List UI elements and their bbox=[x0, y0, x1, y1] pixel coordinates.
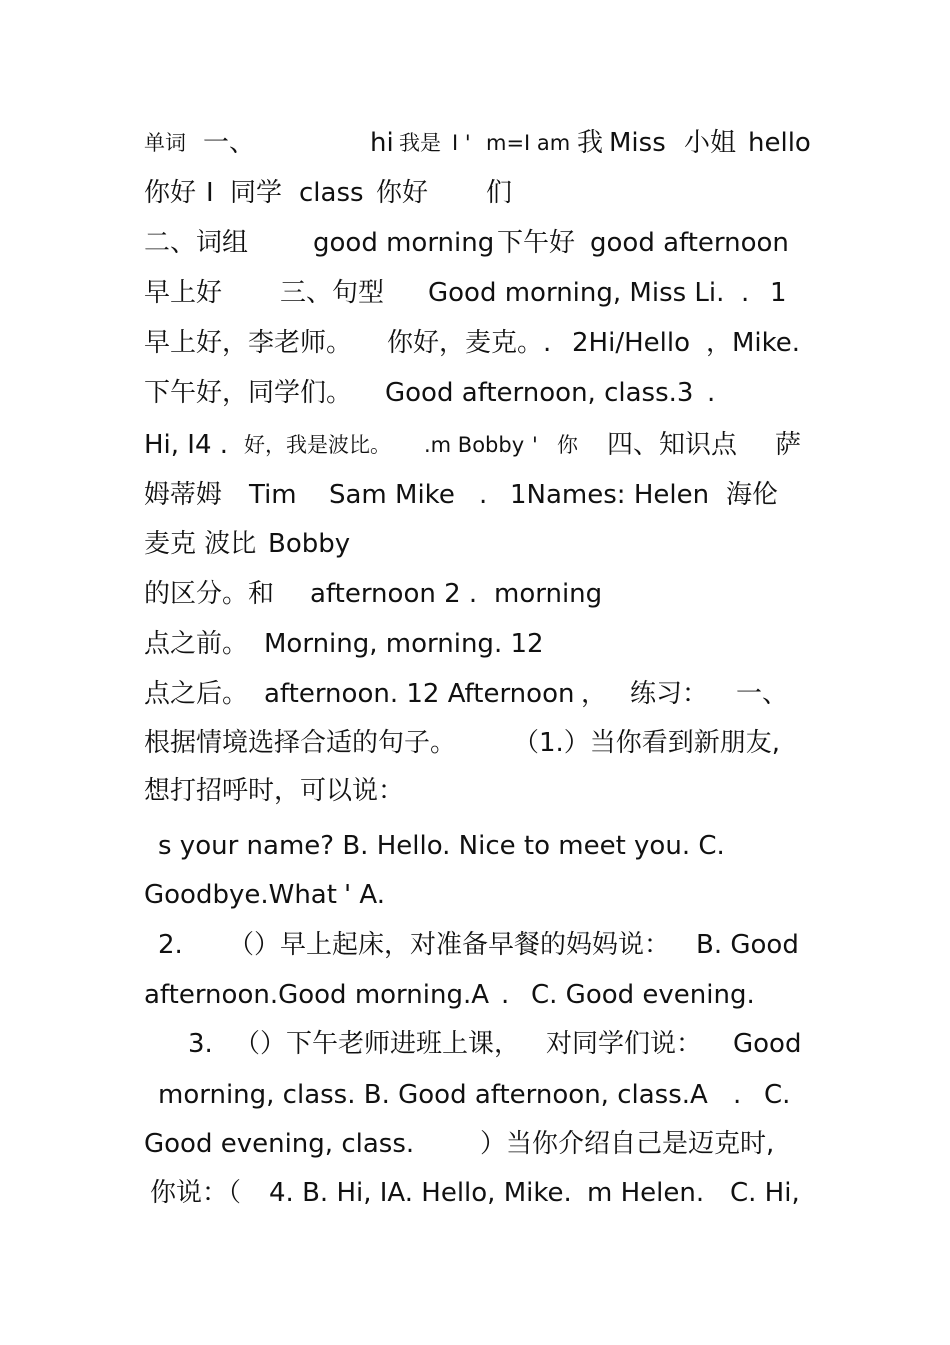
question-4 bbox=[0, 1119, 950, 1169]
question-1-options-cont bbox=[0, 870, 950, 920]
text: 一、 bbox=[203, 128, 256, 158]
text: Good afternoon, class.3 bbox=[385, 378, 694, 408]
text: 下午好 bbox=[497, 228, 576, 258]
text: Hi, I4 . bbox=[144, 430, 229, 460]
text: 二、词组 bbox=[144, 228, 249, 258]
text: C. bbox=[764, 1080, 791, 1110]
question-2-options bbox=[0, 970, 950, 1020]
text: 2Hi/Hello bbox=[572, 328, 690, 358]
text: 根据情境选择合适的句子。 bbox=[144, 728, 457, 758]
text: 你说：（ bbox=[150, 1178, 242, 1208]
text: ，Mike. bbox=[706, 328, 801, 358]
text: C. Hi, bbox=[730, 1178, 800, 1208]
text: morning bbox=[494, 579, 603, 609]
pattern-line-1 bbox=[0, 268, 950, 318]
text: B. Good bbox=[696, 930, 799, 960]
text: afternoon. 12 Afternoon bbox=[264, 679, 575, 709]
text: ， bbox=[581, 679, 608, 709]
question-4-options bbox=[0, 1168, 950, 1218]
exercise-line-1 bbox=[0, 718, 950, 768]
text: afternoon.Good morning.A bbox=[144, 980, 490, 1010]
vocab-line-2 bbox=[0, 168, 950, 218]
text: 点之后。 bbox=[144, 679, 249, 709]
text: 对同学们说： bbox=[546, 1029, 703, 1059]
text: 同学 bbox=[230, 178, 283, 208]
phrase-line bbox=[0, 218, 950, 268]
text: . bbox=[707, 378, 716, 408]
text: 你好 bbox=[144, 178, 197, 208]
text: 点之前。 bbox=[144, 629, 249, 659]
text: （1.）当你看到新朋友, bbox=[513, 728, 781, 758]
text: 你 bbox=[557, 433, 578, 457]
text: 一、 bbox=[736, 679, 789, 709]
text: 四、知识点 bbox=[607, 430, 738, 460]
text: good afternoon bbox=[590, 228, 789, 258]
text: 小姐 bbox=[684, 128, 737, 158]
question-1-options bbox=[0, 821, 950, 871]
knowledge-line-3 bbox=[0, 569, 950, 619]
text: 1 bbox=[770, 278, 787, 308]
text: Good bbox=[733, 1029, 802, 1059]
text: 早上好，李老师。 bbox=[144, 328, 353, 358]
text: good morning bbox=[313, 228, 495, 258]
text: 早上好 bbox=[144, 278, 223, 308]
text: 3. bbox=[188, 1029, 213, 1059]
text: 你好，麦克。. bbox=[387, 328, 552, 358]
text: Miss bbox=[609, 128, 666, 158]
text: ）当你介绍自己是迈克时, bbox=[480, 1129, 775, 1159]
text: . bbox=[479, 480, 488, 510]
knowledge-line-2 bbox=[0, 519, 950, 569]
text: 我是 bbox=[399, 131, 441, 155]
pattern-line-4 bbox=[0, 420, 950, 470]
text: ' A. bbox=[344, 880, 386, 910]
text: hello bbox=[748, 128, 811, 158]
text: . bbox=[733, 1080, 742, 1110]
text: morning, class. B. Good afternoon, class.A bbox=[158, 1080, 708, 1110]
text: 想打招呼时，可以说： bbox=[144, 776, 405, 806]
text: 下午好，同学们。 bbox=[144, 378, 353, 408]
text: 萨 bbox=[775, 430, 802, 460]
text: Sam Mike bbox=[329, 480, 455, 510]
text: 姆蒂姆 bbox=[144, 480, 223, 510]
text: .m Bobby bbox=[424, 433, 525, 457]
text: afternoon 2 . bbox=[310, 579, 478, 609]
question-2 bbox=[0, 920, 950, 970]
knowledge-line-1 bbox=[0, 470, 950, 520]
text: 练习： bbox=[630, 679, 709, 709]
text: C. Good evening. bbox=[531, 980, 755, 1010]
text: （）早上起床，对准备早餐的妈妈说： bbox=[228, 930, 671, 960]
text: ' bbox=[532, 433, 538, 457]
text: 海伦 bbox=[726, 480, 779, 510]
text: Good evening, class. bbox=[144, 1129, 415, 1159]
knowledge-line-5 bbox=[0, 669, 950, 719]
text: Good morning, Miss Li. bbox=[428, 278, 725, 308]
text: 4. B. Hi, IA. Hello, Mike. bbox=[269, 1178, 572, 1208]
text: 单词 bbox=[144, 131, 186, 155]
text: 好，我是波比。 bbox=[244, 433, 391, 457]
text: 的区分。和 bbox=[144, 579, 275, 609]
text: 们 bbox=[486, 178, 513, 208]
text: . bbox=[741, 278, 750, 308]
text: 三、句型 bbox=[280, 278, 385, 308]
text: Tim bbox=[249, 480, 297, 510]
text: hi bbox=[370, 128, 394, 158]
text: Bobby bbox=[268, 529, 351, 559]
text: 麦克 波比 bbox=[144, 529, 257, 559]
question-3-options bbox=[0, 1070, 950, 1120]
text: s your name? B. Hello. Nice to meet you. C. bbox=[158, 831, 725, 861]
text: class bbox=[299, 178, 364, 208]
text: Morning, morning. 12 bbox=[264, 629, 544, 659]
question-3 bbox=[0, 1019, 950, 1069]
text: Goodbye.What bbox=[144, 880, 337, 910]
exercise-line-2 bbox=[0, 766, 950, 816]
vocab-line-1 bbox=[0, 118, 950, 168]
text: 我 bbox=[577, 128, 604, 158]
text: m=I am bbox=[486, 131, 571, 155]
pattern-line-2 bbox=[0, 318, 950, 368]
text: 你好 bbox=[376, 178, 429, 208]
text: 1Names: Helen bbox=[510, 480, 710, 510]
text: I bbox=[206, 178, 214, 208]
text: m Helen. bbox=[587, 1178, 705, 1208]
text: （）下午老师进班上课， bbox=[234, 1029, 521, 1059]
text: . bbox=[501, 980, 510, 1010]
pattern-line-3 bbox=[0, 368, 950, 418]
knowledge-line-4 bbox=[0, 619, 950, 669]
text: 2. bbox=[158, 930, 183, 960]
text: I ' bbox=[452, 131, 471, 155]
